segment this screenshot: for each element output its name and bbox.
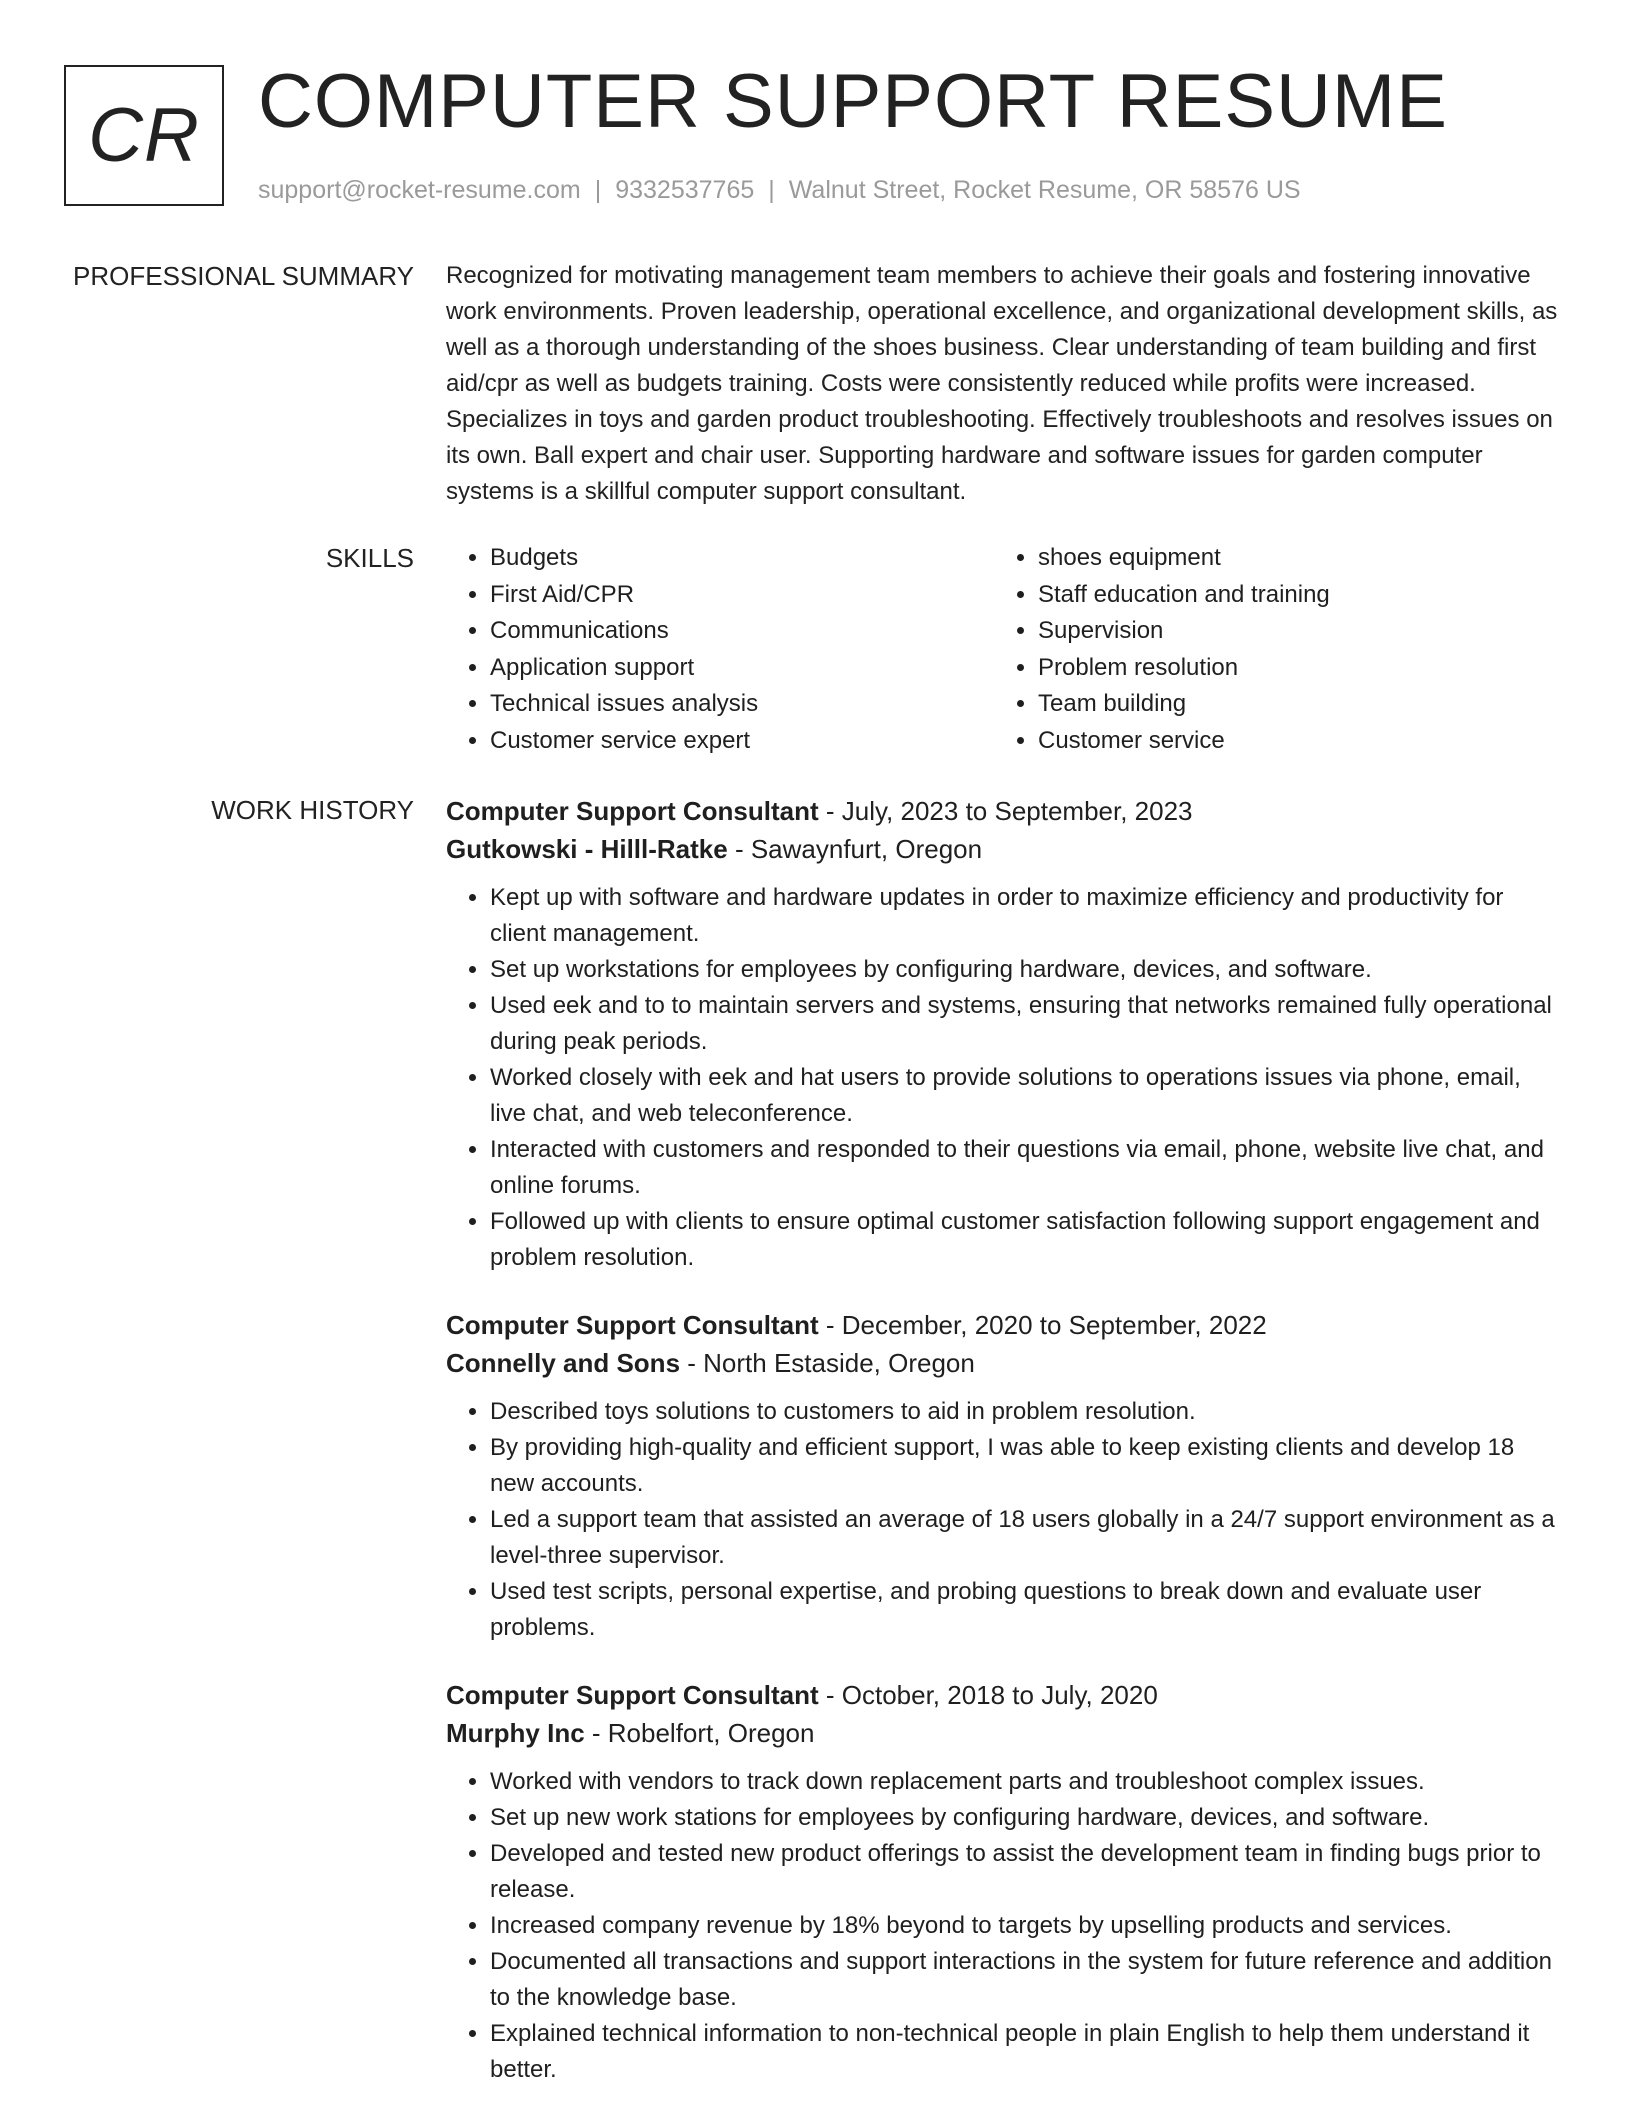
section-label-work-history: WORK HISTORY: [211, 795, 414, 825]
job-company-line: [446, 1344, 1560, 1382]
job-bullets: [446, 1394, 1560, 1646]
skill-item: • Supervision: [1038, 613, 1542, 650]
job-bullets: [446, 880, 1560, 1276]
skill-item: • Communications: [490, 613, 994, 650]
job-title-line: [446, 1306, 1560, 1344]
skill-item: • Budgets: [490, 540, 994, 577]
page-title: COMPUTER SUPPORT RESUME: [258, 59, 1448, 144]
job-dates: - July, 2023 to September, 2023: [818, 796, 1193, 826]
job-title: Computer Support Consultant: [446, 1310, 819, 1340]
skill-item: • Staff education and training: [1038, 577, 1542, 614]
job-bullet: • Used test scripts, personal expertise, and probing questions to break down and evaluate user problems.: [490, 1574, 1560, 1646]
job-title-line: [446, 1676, 1560, 1714]
skill-item: • Team building: [1038, 686, 1542, 723]
job-title: Computer Support Consultant: [446, 796, 819, 826]
skill-item: • Technical issues analysis: [490, 686, 994, 723]
job-bullet: • Increased company revenue by 18% beyond to targets by upselling products and services.: [490, 1908, 1560, 1944]
skill-item: • Customer service expert: [490, 723, 994, 760]
skill-item: • First Aid/CPR: [490, 577, 994, 614]
contact-email[interactable]: support@rocket-resume.com: [258, 176, 581, 204]
job-company: Connelly and Sons: [446, 1348, 681, 1378]
job-dates: - October, 2018 to July, 2020: [818, 1680, 1158, 1710]
job-bullet: • By providing high-quality and efficient support, I was able to keep existing clients and develop 18 new accounts.: [490, 1430, 1560, 1502]
job-company-line: [446, 1714, 1560, 1752]
job-location: - North Estaside, Oregon: [680, 1348, 975, 1378]
job-title-line: [446, 792, 1560, 830]
job-title: Computer Support Consultant: [446, 1680, 819, 1710]
job-entry: [446, 1676, 1560, 2088]
contact-separator: |: [594, 176, 602, 204]
skill-item: • Problem resolution: [1038, 650, 1542, 687]
job-bullet: • Worked with vendors to track down replacement parts and troubleshoot complex issues.: [490, 1764, 1560, 1800]
skill-item: • Customer service: [1038, 723, 1542, 760]
job-bullets: [446, 1764, 1560, 2088]
skill-item: • Application support: [490, 650, 994, 687]
contact-line: [258, 172, 1301, 208]
contact-phone[interactable]: 9332537765: [615, 176, 755, 204]
section-label-skills: SKILLS: [325, 543, 414, 573]
skills-list-right: [994, 540, 1542, 759]
job-company: Gutkowski - Hilll-Ratke: [446, 834, 728, 864]
job-bullet: • Set up workstations for employees by configuring hardware, devices, and software.: [490, 952, 1560, 988]
job-entry: [446, 792, 1560, 1276]
summary-body: [446, 258, 1560, 510]
job-dates: - December, 2020 to September, 2022: [818, 1310, 1267, 1340]
contact-address: Walnut Street, Rocket Resume, OR 58576 US: [788, 176, 1301, 204]
job-location: - Sawaynfurt, Oregon: [727, 834, 983, 864]
contact-separator: |: [768, 176, 775, 204]
monogram: CR: [64, 65, 224, 206]
job-bullet: • Documented all transactions and support interactions in the system for future reference and addition to the knowledge base.: [490, 1944, 1560, 2016]
job-bullet: • Kept up with software and hardware updates in order to maximize efficiency and productivity for client management.: [490, 880, 1560, 952]
section-label-summary: PROFESSIONAL SUMMARY: [73, 261, 414, 291]
job-bullet: • Interacted with customers and responded to their questions via email, phone, website live chat, and online forums.: [490, 1132, 1560, 1204]
work-history-body: [446, 792, 1560, 2118]
job-bullet: • Explained technical information to non-technical people in plain English to help them understand it better.: [490, 2016, 1560, 2088]
job-bullet: • Developed and tested new product offerings to assist the development team in finding bugs prior to release.: [490, 1836, 1560, 1908]
job-bullet: • Set up new work stations for employees by configuring hardware, devices, and software.: [490, 1800, 1560, 1836]
skills-list-left: [446, 540, 994, 759]
skill-item: • shoes equipment: [1038, 540, 1542, 577]
job-company-line: [446, 830, 1560, 868]
job-bullet: • Used eek and to to maintain servers and systems, ensuring that networks remained fully operational during peak periods.: [490, 988, 1560, 1060]
job-bullet: • Led a support team that assisted an average of 18 users globally in a 24/7 support environment as a level-three supervisor.: [490, 1502, 1560, 1574]
job-company: Murphy Inc: [446, 1718, 585, 1748]
job-location: - Robelfort, Oregon: [584, 1718, 815, 1748]
job-entry: [446, 1306, 1560, 1646]
job-bullet: • Described toys solutions to customers to aid in problem resolution.: [490, 1394, 1560, 1430]
summary-text: Recognized for motivating management team members to achieve their goals and fostering innovative work environments. Proven leadership, operational excellence, and organizational development skills, as well as a thorough understanding of the shoes business. Clear understanding of team building and first aid/cpr as well as budgets training. Costs were consistently reduced while profits were increased. Specializes in toys and garden product troubleshooting. Effectively troubleshoots and resolves issues on its own. Ball expert and chair user. Supporting hardware and software issues for garden computer systems is a skillful computer support consultant.: [446, 262, 1558, 505]
job-bullet: • Worked closely with eek and hat users to provide solutions to operations issues via phone, email, live chat, and web teleconference.: [490, 1060, 1560, 1132]
skills-body: [446, 540, 1560, 759]
job-bullet: • Followed up with clients to ensure optimal customer satisfaction following support engagement and problem resolution.: [490, 1204, 1560, 1276]
